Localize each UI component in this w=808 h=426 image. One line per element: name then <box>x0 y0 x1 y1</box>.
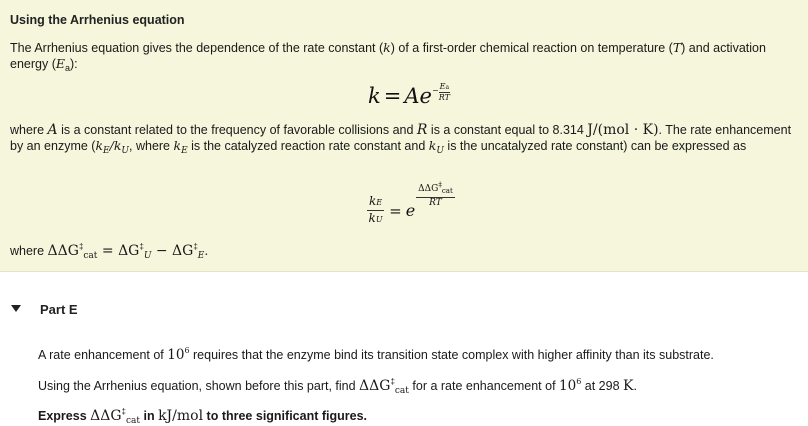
intro-title: Using the Arrhenius equation <box>10 13 185 27</box>
part-question-line-1: A rate enhancement of $10^6$ requires that the enzyme bind its transition state complex with higher affinity than its substrate. <box>38 346 714 363</box>
chevron-down-icon[interactable] <box>11 305 21 312</box>
part-title[interactable]: Part E <box>40 302 78 317</box>
intro-paragraph-1: The Arrhenius equation gives the dependence of the rate constant (k) of a first-order chemical reaction on temperature (T) and activation energy $(E_a)$: <box>10 40 766 73</box>
part-answer-instructions: Express $\Delta\Delta G^\ddagger_{cat}$ in kJ/mol to three significant figures. <box>38 407 367 426</box>
part-question-line-2: Using the Arrhenius equation, shown before this part, find $\Delta\Delta G^\ddagger_{cat}$ for a rate enhancement of $10^6$ at 298 K. <box>38 377 637 396</box>
arrhenius-equation: k = Ae− $\frac{Ea}{RT}$ <box>368 82 450 108</box>
intro-paragraph-2: where A is a constant related to the frequency of favorable collisions and R is a constant equal to 8.314 J/(mol · K). The rate enhancement by an enzyme ($k_E/k_U$, where $k_E$ is the catalyzed reaction rate constant and $k_U$ is the uncatalyzed rate constant) can be expressed as <box>10 122 792 156</box>
intro-paragraph-3: where $\Delta\Delta G^\ddagger_{cat} = \Delta G^\ddagger_U - \Delta G^\ddagger_E$. <box>10 242 209 261</box>
rate-enhancement-equation: $\frac{kE}{kU}$ = e $\frac{\Delta\Delta G^\ddagger_{cat}}{RT}$ <box>368 181 453 225</box>
part-e-header[interactable] <box>0 290 808 330</box>
